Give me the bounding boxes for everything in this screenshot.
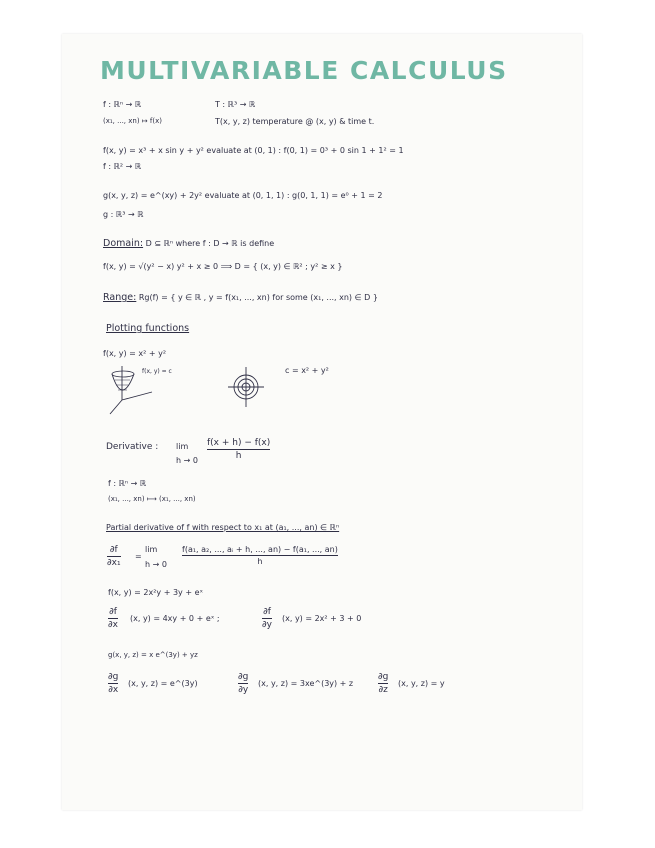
range-heading: Range: bbox=[103, 292, 137, 303]
dg-dz-result: (x, y, z) = y bbox=[398, 679, 445, 688]
range-line bbox=[103, 292, 378, 303]
sketch2-label: c = x² + y² bbox=[285, 366, 329, 375]
fraction-bar bbox=[182, 555, 338, 556]
df-dy-symbol bbox=[262, 607, 272, 630]
sketch1-label: f(x, y) = c bbox=[142, 368, 172, 375]
df-dx-numerator: ∂f bbox=[109, 607, 117, 617]
dg-dy-symbol bbox=[238, 672, 248, 695]
derivative-numerator: f(x + h) − f(x) bbox=[207, 438, 271, 448]
derivative-heading: Derivative : bbox=[106, 442, 159, 452]
multivar-signature: f : ℝⁿ → ℝ bbox=[108, 479, 147, 488]
partial-example-g: g(x, y, z) = x e^(3y) + yz bbox=[108, 651, 198, 659]
derivative-denominator: h bbox=[235, 451, 242, 461]
range-definition: Rg(f) = { y ∈ ℝ , y = f(x₁, ..., xn) for some (x₁, ..., xn) ∈ D } bbox=[138, 293, 378, 302]
def-t: T : ℝ³ → ℝ bbox=[215, 100, 256, 109]
df-dx-denominator: ∂x bbox=[108, 620, 118, 630]
dg-dy-numerator: ∂g bbox=[238, 672, 249, 682]
derivative-h-to-0: h → 0 bbox=[176, 456, 198, 465]
fraction-bar bbox=[108, 618, 118, 619]
plot-example-function: f(x, y) = x² + y² bbox=[103, 349, 167, 358]
partial-def-numerator: f(a₁, a₂, ..., aᵢ + h, ..., an) − f(a₁, ..., an) bbox=[182, 545, 338, 554]
derivative-lim: lim bbox=[176, 442, 189, 451]
df-dx-symbol bbox=[108, 607, 118, 630]
dg-dx-numerator: ∂g bbox=[108, 672, 119, 682]
df-dy-result: (x, y) = 2x² + 3 + 0 bbox=[282, 614, 362, 623]
fraction-bar bbox=[108, 683, 118, 684]
dg-dz-denominator: ∂z bbox=[378, 685, 388, 695]
example-g-signature: g : ℝ³ → ℝ bbox=[103, 210, 144, 219]
dg-dy-denominator: ∂y bbox=[238, 685, 249, 695]
df-dx-result: (x, y) = 4xy + 0 + eˣ ; bbox=[130, 614, 220, 623]
dg-dx-symbol bbox=[108, 672, 118, 695]
domain-heading: Domain: bbox=[103, 238, 144, 249]
dg-dz-symbol bbox=[378, 672, 388, 695]
partial-symbol bbox=[107, 545, 121, 568]
dg-dx-result: (x, y, z) = e^(3y) bbox=[128, 679, 198, 688]
fraction-bar bbox=[207, 449, 270, 450]
dg-dz-numerator: ∂g bbox=[378, 672, 389, 682]
partial-h-to-0: h → 0 bbox=[145, 560, 167, 569]
fraction-bar bbox=[107, 556, 121, 557]
domain-line bbox=[103, 238, 274, 249]
partial-example-f: f(x, y) = 2x²y + 3y + eˣ bbox=[108, 588, 204, 597]
example-g: g(x, y, z) = e^(xy) + 2y² evaluate at (0, 1, 1) : g(0, 1, 1) = e⁰ + 1 = 2 bbox=[103, 191, 383, 200]
dg-dx-denominator: ∂x bbox=[108, 685, 119, 695]
derivative-quotient bbox=[207, 438, 270, 461]
domain-example: f(x, y) = √(y² − x) y² + x ≥ 0 ⟹ D = { (x, y) ∈ ℝ² ; y² ≥ x } bbox=[103, 262, 343, 271]
def-t-map: T(x, y, z) temperature @ (x, y) & time t. bbox=[215, 117, 375, 126]
level-curves-sketch bbox=[226, 365, 266, 409]
def-f-map: (x₁, ..., xn) ↦ f(x) bbox=[103, 117, 162, 125]
multivar-map: (x₁, ..., xn) ⟼ (x₁, ..., xn) bbox=[108, 495, 196, 503]
fraction-bar bbox=[238, 683, 248, 684]
dg-dy-result: (x, y, z) = 3xe^(3y) + z bbox=[258, 679, 354, 688]
partial-denominator: ∂x₁ bbox=[107, 558, 121, 568]
example-f: f(x, y) = x³ + x sin y + y² evaluate at (0, 1) : f(0, 1) = 0³ + 0 sin 1 + 1² = 1 bbox=[103, 146, 404, 155]
example-f-signature: f : ℝ² → ℝ bbox=[103, 162, 142, 171]
plotting-heading: Plotting functions bbox=[106, 323, 190, 334]
domain-definition: D ⊆ ℝⁿ where f : D → ℝ is define bbox=[145, 239, 275, 248]
equals-sign: = bbox=[135, 552, 142, 561]
partial-derivative-heading: Partial derivative of f with respect to x₁ at (a₁, ..., an) ∈ ℝⁿ bbox=[106, 523, 340, 532]
page-title: MULTIVARIABLE CALCULUS bbox=[100, 56, 508, 85]
def-f: f : ℝⁿ → ℝ bbox=[103, 100, 142, 109]
df-dy-denominator: ∂y bbox=[262, 620, 272, 630]
fraction-bar bbox=[378, 683, 388, 684]
partial-lim: lim bbox=[145, 545, 158, 554]
partial-def-denominator: h bbox=[257, 557, 263, 566]
df-dy-numerator: ∂f bbox=[263, 607, 271, 617]
partial-numerator: ∂f bbox=[109, 545, 118, 555]
fraction-bar bbox=[262, 618, 272, 619]
partial-definition-quotient bbox=[182, 545, 338, 566]
